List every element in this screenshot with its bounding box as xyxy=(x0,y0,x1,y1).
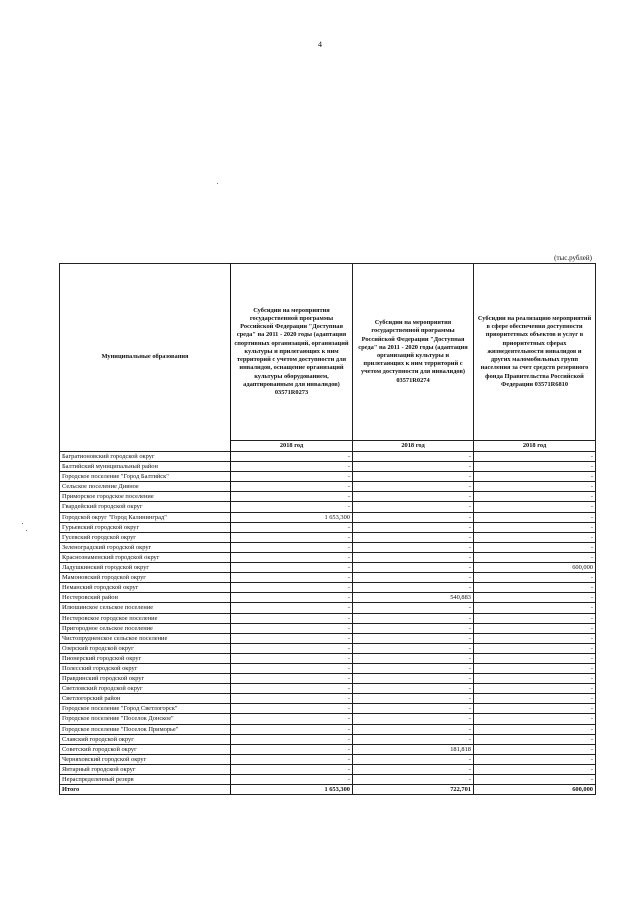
subsidy-value: - xyxy=(474,663,596,673)
subsidy-value: - xyxy=(474,462,596,472)
table-row xyxy=(60,512,596,522)
subsidy-value: - xyxy=(231,744,353,754)
subsidy-value: - xyxy=(474,633,596,643)
table-row xyxy=(60,522,596,532)
subsidy-value: - xyxy=(231,532,353,542)
subsidy-value: - xyxy=(231,714,353,724)
table-row xyxy=(60,573,596,583)
table-row xyxy=(60,724,596,734)
subsidy-value: - xyxy=(353,764,474,774)
municipality-name: Гусевский городской округ xyxy=(60,532,231,542)
subsidy-value: - xyxy=(231,623,353,633)
municipality-name: Гурьевский городской округ xyxy=(60,522,231,532)
subsidy-value: - xyxy=(353,775,474,785)
table-row xyxy=(60,502,596,512)
subsidy-value: - xyxy=(231,775,353,785)
subsidy-value: - xyxy=(353,532,474,542)
municipality-name: Городское поселение "Поселок Приморье" xyxy=(60,724,231,734)
subsidy-value: - xyxy=(474,764,596,774)
table-row xyxy=(60,452,596,462)
subsidy-value: - xyxy=(231,563,353,573)
page-number: 4 xyxy=(318,40,322,49)
subsidy-value: - xyxy=(231,462,353,472)
table-row xyxy=(60,643,596,653)
subsidy-value: - xyxy=(231,694,353,704)
subsidy-value: - xyxy=(474,674,596,684)
municipality-name: Светловский городской округ xyxy=(60,684,231,694)
subsidy-value: - xyxy=(474,542,596,552)
table-row xyxy=(60,704,596,714)
subsidy-value: - xyxy=(353,573,474,583)
subsidy-value: - xyxy=(474,573,596,583)
subsidy-value: 181,818 xyxy=(353,744,474,754)
subsidy-value: - xyxy=(231,643,353,653)
municipality-name: Правдинский городской округ xyxy=(60,674,231,684)
total-value: 600,000 xyxy=(474,785,596,795)
municipality-name: Пригородное сельское поселение xyxy=(60,623,231,633)
subsidy-value: - xyxy=(231,663,353,673)
year-header: 2018 год xyxy=(474,441,596,452)
column-header-r0274: Субсидии на мероприятия государственной программы Российской Федерации "Доступная среда" на 2011 - 2020 годы (адаптация организаций культуры и прилегающих к ним территорий с учетом доступности для инвалидов) 03571R0274 xyxy=(353,264,474,441)
subsidy-value: - xyxy=(231,724,353,734)
subsidy-value: - xyxy=(474,512,596,522)
subsidy-value: - xyxy=(353,674,474,684)
table-row xyxy=(60,623,596,633)
subsidy-value: - xyxy=(474,704,596,714)
municipality-name: Городское поселение "Город Светлогорск" xyxy=(60,704,231,714)
table-row xyxy=(60,714,596,724)
subsidy-value: - xyxy=(474,775,596,785)
total-label: Итого xyxy=(60,785,231,795)
subsidy-value: - xyxy=(353,663,474,673)
total-value: 1 653,300 xyxy=(231,785,353,795)
table-row xyxy=(60,552,596,562)
subsidy-value: - xyxy=(353,623,474,633)
table-row xyxy=(60,563,596,573)
municipality-name: Балтийский муниципальный район xyxy=(60,462,231,472)
table-row xyxy=(60,492,596,502)
subsidy-value: - xyxy=(231,583,353,593)
subsidy-value: - xyxy=(474,694,596,704)
municipality-name: Краснознаменский городской округ xyxy=(60,552,231,562)
subsidy-value: - xyxy=(231,674,353,684)
subsidy-value: - xyxy=(353,522,474,532)
table-row xyxy=(60,674,596,684)
subsidy-value: - xyxy=(474,552,596,562)
subsidy-value: - xyxy=(231,552,353,562)
subsidy-value: - xyxy=(474,492,596,502)
subsidy-value: - xyxy=(474,754,596,764)
municipality-name: Озерский городской округ xyxy=(60,643,231,653)
table-row xyxy=(60,613,596,623)
municipality-name: Сельское поселение Дивное xyxy=(60,482,231,492)
subsidy-value: - xyxy=(474,522,596,532)
table-row xyxy=(60,764,596,774)
subsidy-value: - xyxy=(231,482,353,492)
municipality-name: Городское поселение "Город Балтийск" xyxy=(60,472,231,482)
subsidy-value: - xyxy=(353,714,474,724)
subsidy-value: 540,883 xyxy=(353,593,474,603)
total-row xyxy=(60,785,596,795)
table-row xyxy=(60,744,596,754)
subsidy-value: - xyxy=(353,684,474,694)
municipality-name: Городское поселение "Поселок Донское" xyxy=(60,714,231,724)
table-row xyxy=(60,462,596,472)
municipality-name: Багратионовский городской округ xyxy=(60,452,231,462)
table-row xyxy=(60,542,596,552)
subsidy-value: - xyxy=(353,502,474,512)
municipality-name: Полесский городской округ xyxy=(60,663,231,673)
subsidy-value: - xyxy=(474,472,596,482)
table-body xyxy=(60,452,596,795)
scan-speck xyxy=(22,523,23,524)
subsidy-value: 1 653,300 xyxy=(231,512,353,522)
units-label: (тыс.рублей) xyxy=(554,254,592,262)
subsidy-value: - xyxy=(353,482,474,492)
table-row xyxy=(60,754,596,764)
municipality-name: Зеленоградский городской округ xyxy=(60,542,231,552)
table-row xyxy=(60,532,596,542)
subsidy-value: - xyxy=(231,492,353,502)
subsidy-value: - xyxy=(353,754,474,764)
municipalities-header: Муниципальные образования xyxy=(60,264,231,452)
subsidy-value: - xyxy=(231,542,353,552)
subsidy-value: - xyxy=(474,653,596,663)
subsidy-value: - xyxy=(474,724,596,734)
subsidy-value: - xyxy=(353,653,474,663)
subsidy-value: - xyxy=(474,593,596,603)
column-header-r0273: Субсидии на мероприятия государственной программы Российской Федерации "Доступная среда" на 2011 - 2020 годы (адаптация спортивных организаций, организаций культуры и прилегающих к ним территорий с учетом доступности для инвалидов, оснащение организаций культуры оборудованием, адаптированным для инвалидов) 03571R0273 xyxy=(231,264,353,441)
subsidy-value: - xyxy=(474,583,596,593)
table-row xyxy=(60,603,596,613)
column-header-r6810: Субсидии на реализацию мероприятий в сфере обеспечения доступности приоритетных объектов и услуг в приоритетных сферах жизнедеятельности инвалидов и других маломобильных групп населения за счет средств резервного фонда Правительства Российской Федерации 03571R6810 xyxy=(474,264,596,441)
table-row xyxy=(60,734,596,744)
subsidy-value: - xyxy=(474,744,596,754)
municipality-name: Черняховский городской округ xyxy=(60,754,231,764)
subsidy-value: - xyxy=(353,552,474,562)
subsidy-value: - xyxy=(231,573,353,583)
subsidy-value: - xyxy=(231,603,353,613)
subsidy-value: - xyxy=(353,603,474,613)
subsidy-value: - xyxy=(353,462,474,472)
subsidy-value: - xyxy=(231,472,353,482)
scan-speck xyxy=(26,530,27,531)
subsidy-value: - xyxy=(474,623,596,633)
municipality-name: Мамоновский городской округ xyxy=(60,573,231,583)
scan-speck xyxy=(217,183,218,184)
subsidy-value: - xyxy=(353,512,474,522)
municipality-name: Нестеровский район xyxy=(60,593,231,603)
municipality-name: Нестеровское городское поселение xyxy=(60,613,231,623)
municipality-name: Нераспределенный резерв xyxy=(60,775,231,785)
subsidy-value: 600,000 xyxy=(474,563,596,573)
subsidy-value: - xyxy=(353,694,474,704)
subsidy-value: - xyxy=(353,542,474,552)
municipality-name: Славский городской округ xyxy=(60,734,231,744)
subsidy-value: - xyxy=(353,563,474,573)
municipality-name: Ладушкинский городской округ xyxy=(60,563,231,573)
municipality-name: Пионерский городской округ xyxy=(60,653,231,663)
subsidy-value: - xyxy=(474,482,596,492)
table-row xyxy=(60,633,596,643)
table-row xyxy=(60,472,596,482)
subsidy-value: - xyxy=(474,643,596,653)
municipality-name: Гвардейский городской округ xyxy=(60,502,231,512)
subsidy-value: - xyxy=(353,633,474,643)
subsidy-value: - xyxy=(474,684,596,694)
municipality-name: Неманский городской округ xyxy=(60,583,231,593)
subsidy-value: - xyxy=(231,764,353,774)
subsidy-value: - xyxy=(353,472,474,482)
subsidy-value: - xyxy=(474,613,596,623)
subsidy-value: - xyxy=(231,754,353,764)
subsidy-table xyxy=(59,263,596,795)
subsidy-value: - xyxy=(231,633,353,643)
municipality-name: Илюшинское сельское поселение xyxy=(60,603,231,613)
subsidy-value: - xyxy=(474,502,596,512)
subsidy-value: - xyxy=(353,492,474,502)
subsidy-value: - xyxy=(474,714,596,724)
subsidy-value: - xyxy=(353,724,474,734)
total-value: 722,701 xyxy=(353,785,474,795)
municipality-name: Чистопрудненское сельское поселение xyxy=(60,633,231,643)
municipality-name: Светлогорский район xyxy=(60,694,231,704)
subsidy-value: - xyxy=(353,452,474,462)
subsidy-value: - xyxy=(353,643,474,653)
subsidy-value: - xyxy=(231,653,353,663)
subsidy-value: - xyxy=(353,583,474,593)
subsidy-value: - xyxy=(231,522,353,532)
subsidy-value: - xyxy=(231,704,353,714)
municipality-name: Советский городской округ xyxy=(60,744,231,754)
year-header: 2018 год xyxy=(231,441,353,452)
table-row xyxy=(60,694,596,704)
subsidy-value: - xyxy=(353,704,474,714)
subsidy-value: - xyxy=(231,593,353,603)
municipality-name: Приморское городское поселение xyxy=(60,492,231,502)
subsidy-value: - xyxy=(353,613,474,623)
subsidy-value: - xyxy=(353,734,474,744)
table-row xyxy=(60,593,596,603)
subsidy-value: - xyxy=(231,684,353,694)
subsidy-value: - xyxy=(231,613,353,623)
table-row xyxy=(60,482,596,492)
subsidy-value: - xyxy=(474,603,596,613)
subsidy-value: - xyxy=(231,502,353,512)
table-row xyxy=(60,583,596,593)
table-row xyxy=(60,663,596,673)
municipality-name: Городской округ "Город Калининград" xyxy=(60,512,231,522)
year-header: 2018 год xyxy=(353,441,474,452)
subsidy-value: - xyxy=(231,734,353,744)
subsidy-value: - xyxy=(231,452,353,462)
table-row xyxy=(60,653,596,663)
table-row xyxy=(60,775,596,785)
table-row xyxy=(60,684,596,694)
subsidy-value: - xyxy=(474,452,596,462)
subsidy-value: - xyxy=(474,734,596,744)
subsidy-value: - xyxy=(474,532,596,542)
municipality-name: Янтарный городской округ xyxy=(60,764,231,774)
